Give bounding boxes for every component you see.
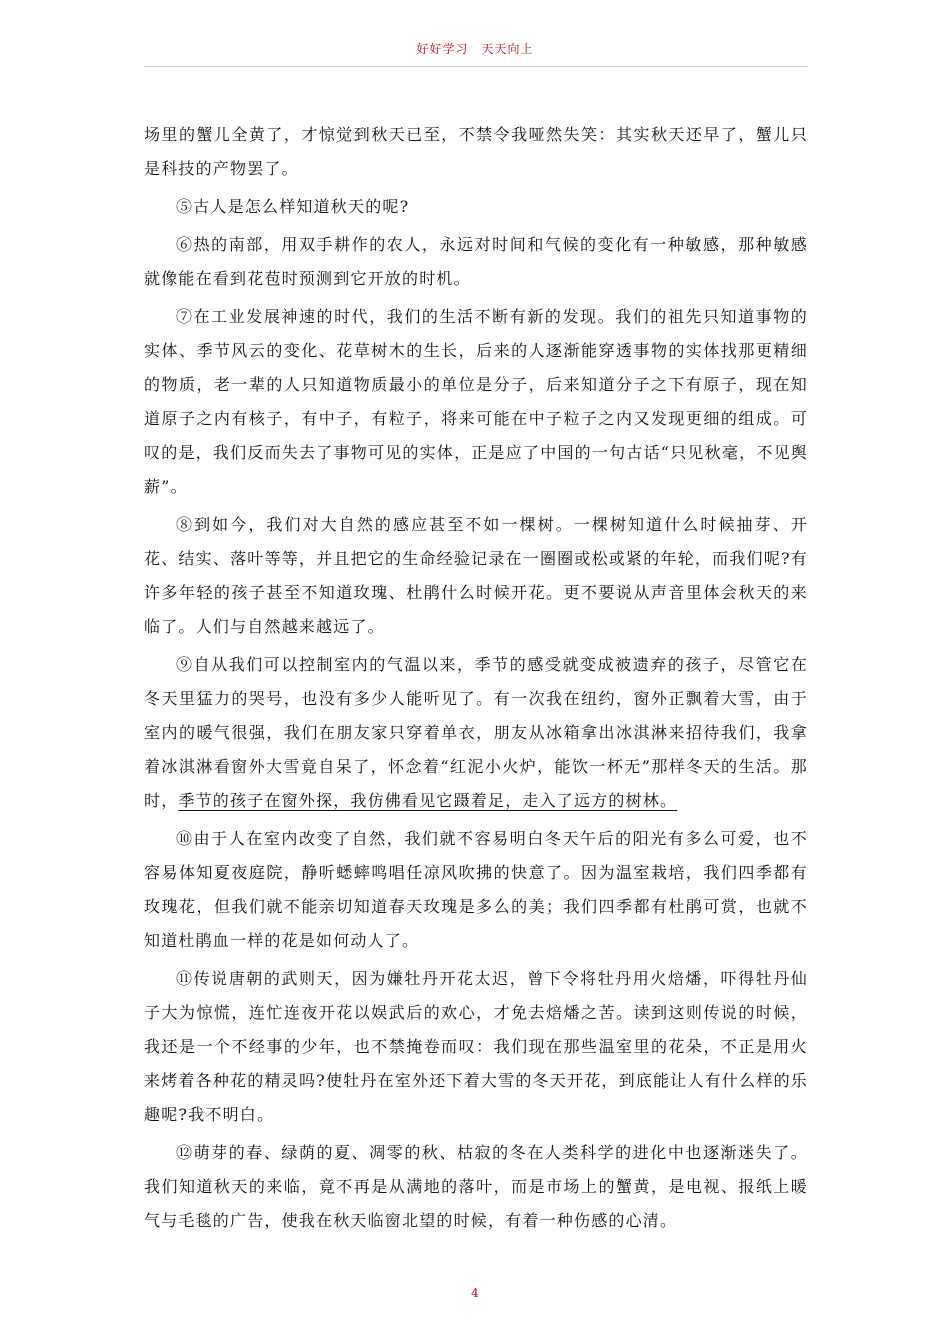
header-divider bbox=[144, 66, 808, 67]
paragraph-8: ⑧到如今，我们对大自然的感应甚至不如一棵树。一棵树知道什么时候抽芽、开花、结实、落叶等等，并且把它的生命经验记录在一圈圈或松或紧的年轮，而我们呢?有许多年轻的孩子甚至不知道玫瑰、杜鹃什么时候开花。更不要说从声音里体会秋天的来临了。人们与自然越来越远了。 bbox=[144, 515, 808, 636]
paragraph-5: ⑤古人是怎么样知道秋天的呢? bbox=[176, 197, 410, 216]
paragraph-continued: 场里的蟹儿全黄了，才惊觉到秋天已至，不禁令我哑然失笑：其实秋天还早了，蟹儿只是科技的产物罢了。 bbox=[144, 125, 808, 178]
paragraph-6: ⑥热的南部，用双手耕作的农人，永远对时间和气候的变化有一种敏感，那种敏感就像能在看到花苞时预测到它开放的时机。 bbox=[144, 235, 808, 288]
page-number: 4 bbox=[471, 1286, 479, 1300]
paragraph-9-underlined-sentence: 季节的孩子在窗外探，我仿佛看见它蹑着足，走入了远方的树林。 bbox=[178, 791, 678, 810]
paragraph-11: ⑪传说唐朝的武则天，因为嫌牡丹开花太迟，曾下令将牡丹用火焙燔，吓得牡丹仙子大为惊慌，连忙连夜开花以娱武后的欢心，才免去焙燔之苦。读到这则传说的时候，我还是一个不经事的少年，也不禁掩卷而叹：我们现在那些温室里的花朵，不正是用火来烤着各种花的精灵吗?使牡丹在室外还下着大雪的冬天开花，到底能让人有什么样的乐趣呢?我不明白。 bbox=[144, 969, 808, 1124]
paragraph-12: ⑫萌芽的春、绿荫的夏、凋零的秋、枯寂的冬在人类科学的进化中也逐渐迷失了。我们知道秋天的来临，竟不再是从满地的落叶，而是市场上的蟹黄，是电视、报纸上暖气与毛毯的广告，使我在秋天临窗北望的时候，有着一种伤感的心清。 bbox=[144, 1143, 808, 1230]
article-body bbox=[144, 118, 808, 1242]
page-header: 好好学习 天天向上 bbox=[416, 42, 534, 56]
paragraph-10: ⑩由于人在室内改变了自然，我们就不容易明白冬天午后的阳光有多么可爱，也不容易体知夏夜庭院，静听蟋蟀鸣唱任凉风吹拂的快意了。因为温室栽培，我们四季都有玫瑰花，但我们就不能亲切知道春天玫瑰是多么的美；我们四季都有杜鹃可赏，也就不知道杜鹃血一样的花是如何动人了。 bbox=[144, 829, 808, 950]
paragraph-9 bbox=[144, 648, 808, 818]
paragraph-9-text: ⑨自从我们可以控制室内的气温以来，季节的感受就变成被遗弃的孩子，尽管它在冬天里猛力的哭号，也没有多少人能听见了。有一次我在纽约，窗外正飘着大雪，由于室内的暖气很强，我们在朋友家只穿着单衣，朋友从冰箱拿出冰淇淋来招待我们，我拿着冰淇淋看窗外大雪竟自呆了，怀念着“红泥小火炉，能饮一杯无”那样冬天的生活。那时， bbox=[144, 655, 808, 810]
paragraph-7: ⑦在工业发展神速的时代，我们的生活不断有新的发现。我们的祖先只知道事物的实体、季节风云的变化、花草树木的生长，后来的人逐渐能穿透事物的实体找那更精细的物质，老一辈的人只知道物质最小的单位是分子，后来知道分子之下有原子，现在知道原子之内有核子，有中子，有粒子，将来可能在中子粒子之内又发现更细的组成。可叹的是，我们反而失去了事物可见的实体，正是应了中国的一句古话“只见秋毫，不见舆薪”。 bbox=[144, 307, 808, 496]
